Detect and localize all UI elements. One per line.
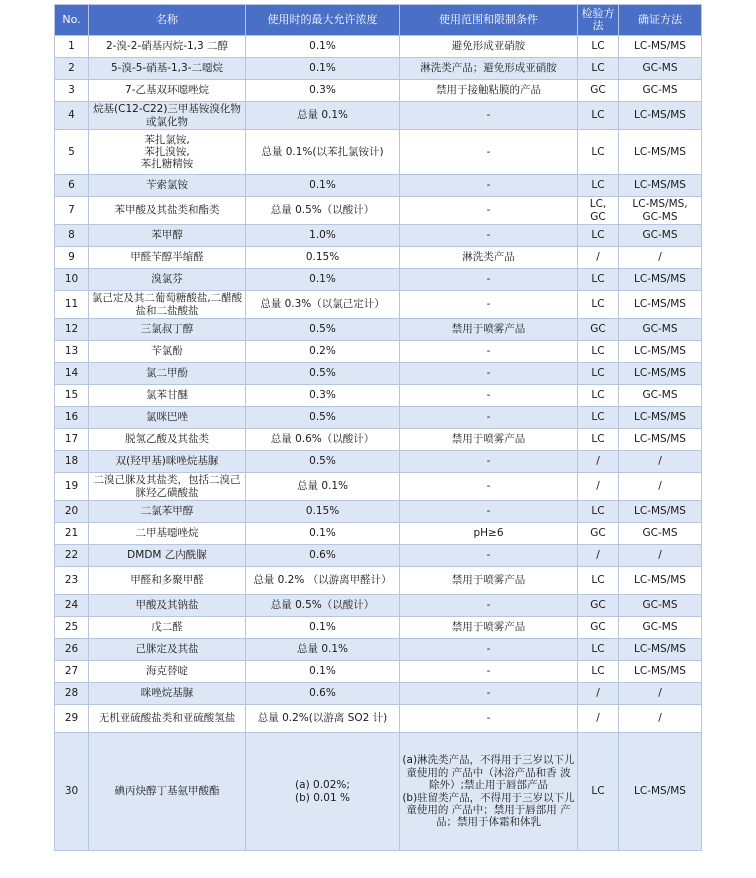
col-header-confirm-method: 确证方法 <box>619 5 702 36</box>
cell-concentration: 0.15% <box>246 247 400 269</box>
table-row <box>55 473 702 501</box>
cell-concentration: 0.5% <box>246 363 400 385</box>
cell-concentration: 0.1% <box>246 523 400 545</box>
table-row <box>55 247 702 269</box>
cell-name: 戊二醛 <box>89 617 246 639</box>
table-row <box>55 291 702 319</box>
cell-concentration: 0.1% <box>246 36 400 58</box>
cell-conditions: 禁用于喷雾产品 <box>400 617 578 639</box>
cell-name: 苄氯酚 <box>89 341 246 363</box>
cell-conditions: - <box>400 661 578 683</box>
cell-test-method: GC <box>578 595 619 617</box>
cell-test-method: LC <box>578 291 619 319</box>
cell-conditions: - <box>400 451 578 473</box>
cell-concentration: 0.3% <box>246 385 400 407</box>
cell-conditions: - <box>400 407 578 429</box>
cell-no: 30 <box>55 733 89 851</box>
col-header-concentration: 使用时的最大允许浓度 <box>246 5 400 36</box>
cell-test-method: / <box>578 705 619 733</box>
table-row <box>55 319 702 341</box>
cell-test-method: LC <box>578 102 619 130</box>
cell-no: 23 <box>55 567 89 595</box>
cell-name: 氯二甲酚 <box>89 363 246 385</box>
cell-confirm-method: LC-MS/MS <box>619 429 702 451</box>
cell-test-method: LC <box>578 175 619 197</box>
cell-test-method: LC <box>578 225 619 247</box>
cell-name: 甲酸及其钠盐 <box>89 595 246 617</box>
cell-confirm-method: / <box>619 705 702 733</box>
cell-name: 己脒定及其盐 <box>89 639 246 661</box>
cell-name: 二溴己脒及其盐类，包括二溴己脒羟乙磺酸盐 <box>89 473 246 501</box>
cell-name: 7-乙基双环噁唑烷 <box>89 80 246 102</box>
cell-confirm-method: GC-MS <box>619 617 702 639</box>
cell-concentration: 总量 0.1% <box>246 639 400 661</box>
cell-confirm-method: LC-MS/MS <box>619 341 702 363</box>
col-header-name: 名称 <box>89 5 246 36</box>
table-row <box>55 225 702 247</box>
cell-confirm-method: GC-MS <box>619 523 702 545</box>
cell-conditions: - <box>400 595 578 617</box>
cell-confirm-method: LC-MS/MS <box>619 36 702 58</box>
table-row <box>55 661 702 683</box>
cell-concentration: 0.5% <box>246 319 400 341</box>
cell-concentration: (a) 0.02%; (b) 0.01 % <box>246 733 400 851</box>
table-row <box>55 363 702 385</box>
cell-conditions: 禁用于喷雾产品 <box>400 319 578 341</box>
cell-name: 苯甲醇 <box>89 225 246 247</box>
cell-conditions: - <box>400 225 578 247</box>
col-header-no: No. <box>55 5 89 36</box>
cell-name: 脱氢乙酸及其盐类 <box>89 429 246 451</box>
cell-test-method: LC <box>578 341 619 363</box>
cell-concentration: 0.1% <box>246 269 400 291</box>
cell-conditions: 避免形成亚硝胺 <box>400 36 578 58</box>
cell-test-method: / <box>578 473 619 501</box>
cell-concentration: 0.15% <box>246 501 400 523</box>
cell-confirm-method: LC-MS/MS <box>619 291 702 319</box>
table-row <box>55 545 702 567</box>
cell-name: 咪唑烷基脲 <box>89 683 246 705</box>
cell-test-method: LC <box>578 661 619 683</box>
table-row <box>55 639 702 661</box>
cell-conditions: 禁用于喷雾产品 <box>400 567 578 595</box>
cell-no: 11 <box>55 291 89 319</box>
cell-name: 碘丙炔醇丁基氨甲酸酯 <box>89 733 246 851</box>
cell-conditions: 禁用于喷雾产品 <box>400 429 578 451</box>
cell-conditions: - <box>400 501 578 523</box>
cell-name: 二甲基噁唑烷 <box>89 523 246 545</box>
cell-test-method: LC <box>578 363 619 385</box>
cell-confirm-method: LC-MS/MS <box>619 363 702 385</box>
cell-concentration: 总量 0.6%（以酸计） <box>246 429 400 451</box>
cell-conditions: - <box>400 545 578 567</box>
cell-conditions: - <box>400 197 578 225</box>
cell-no: 13 <box>55 341 89 363</box>
table-row <box>55 683 702 705</box>
cell-conditions: - <box>400 341 578 363</box>
cell-name: 二氯苯甲醇 <box>89 501 246 523</box>
cell-concentration: 0.3% <box>246 80 400 102</box>
cell-confirm-method: / <box>619 473 702 501</box>
cell-test-method: LC <box>578 407 619 429</box>
cell-concentration: 0.2% <box>246 341 400 363</box>
cell-concentration: 0.1% <box>246 617 400 639</box>
cell-concentration: 1.0% <box>246 225 400 247</box>
preservatives-table <box>54 4 702 851</box>
table-row <box>55 429 702 451</box>
cell-name: 甲醛苄醇半缩醛 <box>89 247 246 269</box>
cell-no: 2 <box>55 58 89 80</box>
cell-confirm-method: LC-MS/MS <box>619 733 702 851</box>
cell-test-method: LC <box>578 567 619 595</box>
cell-no: 15 <box>55 385 89 407</box>
cell-name: 2-溴-2-硝基丙烷-1,3 二醇 <box>89 36 246 58</box>
cell-concentration: 总量 0.5%（以酸计） <box>246 595 400 617</box>
table-row <box>55 567 702 595</box>
cell-conditions: pH≥6 <box>400 523 578 545</box>
cell-no: 26 <box>55 639 89 661</box>
cell-confirm-method: LC-MS/MS <box>619 639 702 661</box>
cell-concentration: 0.6% <box>246 683 400 705</box>
cell-confirm-method: / <box>619 451 702 473</box>
cell-confirm-method: GC-MS <box>619 319 702 341</box>
cell-confirm-method: GC-MS <box>619 225 702 247</box>
cell-no: 19 <box>55 473 89 501</box>
table-row <box>55 58 702 80</box>
cell-name: 苯扎氯铵, 苯扎溴铵, 苯扎糖精铵 <box>89 130 246 175</box>
table-row <box>55 385 702 407</box>
cell-no: 6 <box>55 175 89 197</box>
cell-no: 21 <box>55 523 89 545</box>
cell-test-method: / <box>578 683 619 705</box>
cell-name: 苄索氯铵 <box>89 175 246 197</box>
cell-conditions: 淋洗类产品；避免形成亚硝胺 <box>400 58 578 80</box>
cell-name: 5-溴-5-硝基-1,3-二噁烷 <box>89 58 246 80</box>
cell-test-method: LC <box>578 639 619 661</box>
cell-concentration: 0.5% <box>246 407 400 429</box>
cell-concentration: 0.1% <box>246 661 400 683</box>
cell-confirm-method: LC-MS/MS <box>619 661 702 683</box>
cell-test-method: / <box>578 451 619 473</box>
table-row <box>55 130 702 175</box>
cell-name: 氯苯甘醚 <box>89 385 246 407</box>
cell-test-method: LC <box>578 385 619 407</box>
table-row <box>55 523 702 545</box>
header-row <box>55 5 702 36</box>
cell-concentration: 0.5% <box>246 451 400 473</box>
cell-no: 16 <box>55 407 89 429</box>
table-row <box>55 733 702 851</box>
cell-confirm-method: LC-MS/MS <box>619 269 702 291</box>
table-row <box>55 36 702 58</box>
cell-conditions: - <box>400 102 578 130</box>
cell-conditions: - <box>400 639 578 661</box>
cell-concentration: 总量 0.3%（以氯己定计） <box>246 291 400 319</box>
cell-test-method: LC <box>578 733 619 851</box>
cell-confirm-method: LC-MS/MS <box>619 175 702 197</box>
cell-no: 24 <box>55 595 89 617</box>
cell-no: 29 <box>55 705 89 733</box>
cell-confirm-method: GC-MS <box>619 58 702 80</box>
cell-concentration: 总量 0.1% <box>246 473 400 501</box>
cell-confirm-method: LC-MS/MS <box>619 130 702 175</box>
cell-name: 苯甲酸及其盐类和酯类 <box>89 197 246 225</box>
cell-concentration: 总量 0.5%（以酸计） <box>246 197 400 225</box>
cell-no: 4 <box>55 102 89 130</box>
cell-confirm-method: LC-MS/MS, GC-MS <box>619 197 702 225</box>
cell-no: 9 <box>55 247 89 269</box>
cell-conditions: - <box>400 363 578 385</box>
table-row <box>55 617 702 639</box>
cell-no: 12 <box>55 319 89 341</box>
cell-concentration: 总量 0.2%(以游离 SO2 计) <box>246 705 400 733</box>
cell-no: 7 <box>55 197 89 225</box>
cell-conditions: - <box>400 683 578 705</box>
table-row <box>55 595 702 617</box>
table-row <box>55 407 702 429</box>
cell-confirm-method: LC-MS/MS <box>619 407 702 429</box>
cell-test-method: LC <box>578 429 619 451</box>
cell-conditions: 禁用于接触粘膜的产品 <box>400 80 578 102</box>
cell-name: 三氯叔丁醇 <box>89 319 246 341</box>
cell-test-method: GC <box>578 523 619 545</box>
table-row <box>55 269 702 291</box>
table-row <box>55 451 702 473</box>
cell-test-method: LC <box>578 58 619 80</box>
cell-test-method: / <box>578 545 619 567</box>
col-header-conditions: 使用范围和限制条件 <box>400 5 578 36</box>
cell-test-method: LC, GC <box>578 197 619 225</box>
table-row <box>55 175 702 197</box>
cell-confirm-method: GC-MS <box>619 595 702 617</box>
cell-no: 28 <box>55 683 89 705</box>
table-row <box>55 501 702 523</box>
cell-concentration: 总量 0.2% （以游离甲醛计） <box>246 567 400 595</box>
cell-name: DMDM 乙内酰脲 <box>89 545 246 567</box>
table-row <box>55 102 702 130</box>
cell-test-method: LC <box>578 501 619 523</box>
table-row <box>55 197 702 225</box>
cell-name: 海克替啶 <box>89 661 246 683</box>
cell-name: 双(羟甲基)咪唑烷基脲 <box>89 451 246 473</box>
cell-conditions: (a)淋洗类产品，不得用于三岁以下儿童使用的 产品中（沐浴产品和香 波除外）;禁止用于唇部产品 (b)驻留类产品，不得用于三岁以下儿童使用的 产品中；禁用于唇部用 产品；禁用于体霜和体乳 <box>400 733 578 851</box>
cell-test-method: LC <box>578 269 619 291</box>
cell-conditions: - <box>400 385 578 407</box>
cell-conditions: - <box>400 269 578 291</box>
table-row <box>55 80 702 102</box>
cell-concentration: 总量 0.1% <box>246 102 400 130</box>
cell-no: 22 <box>55 545 89 567</box>
cell-test-method: GC <box>578 80 619 102</box>
cell-no: 8 <box>55 225 89 247</box>
cell-confirm-method: LC-MS/MS <box>619 567 702 595</box>
cell-confirm-method: GC-MS <box>619 80 702 102</box>
cell-test-method: / <box>578 247 619 269</box>
cell-conditions: - <box>400 473 578 501</box>
cell-conditions: 淋洗类产品 <box>400 247 578 269</box>
cell-no: 14 <box>55 363 89 385</box>
cell-no: 1 <box>55 36 89 58</box>
cell-no: 20 <box>55 501 89 523</box>
cell-name: 氯己定及其二葡萄糖酸盐,二醋酸盐和二盐酸盐 <box>89 291 246 319</box>
cell-conditions: - <box>400 130 578 175</box>
cell-no: 25 <box>55 617 89 639</box>
cell-conditions: - <box>400 291 578 319</box>
cell-confirm-method: / <box>619 683 702 705</box>
cell-no: 27 <box>55 661 89 683</box>
table-row <box>55 341 702 363</box>
cell-no: 18 <box>55 451 89 473</box>
cell-concentration: 总量 0.1%(以苯扎氯铵计) <box>246 130 400 175</box>
cell-name: 溴氯芬 <box>89 269 246 291</box>
cell-name: 烷基(C12-C22)三甲基铵溴化物或氯化物 <box>89 102 246 130</box>
cell-confirm-method: LC-MS/MS <box>619 102 702 130</box>
cell-test-method: LC <box>578 36 619 58</box>
cell-concentration: 0.6% <box>246 545 400 567</box>
cell-confirm-method: LC-MS/MS <box>619 501 702 523</box>
cell-test-method: GC <box>578 617 619 639</box>
cell-test-method: GC <box>578 319 619 341</box>
cell-conditions: - <box>400 175 578 197</box>
cell-test-method: LC <box>578 130 619 175</box>
cell-concentration: 0.1% <box>246 58 400 80</box>
cell-no: 10 <box>55 269 89 291</box>
cell-name: 氯咪巴唑 <box>89 407 246 429</box>
cell-no: 5 <box>55 130 89 175</box>
cell-confirm-method: / <box>619 545 702 567</box>
cell-no: 17 <box>55 429 89 451</box>
cell-confirm-method: GC-MS <box>619 385 702 407</box>
cell-no: 3 <box>55 80 89 102</box>
cell-name: 甲醛和多聚甲醛 <box>89 567 246 595</box>
cell-concentration: 0.1% <box>246 175 400 197</box>
cell-confirm-method: / <box>619 247 702 269</box>
col-header-test-method: 检验方法 <box>578 5 619 36</box>
table-row <box>55 705 702 733</box>
cell-name: 无机亚硫酸盐类和亚硫酸氢盐 <box>89 705 246 733</box>
cell-conditions: - <box>400 705 578 733</box>
